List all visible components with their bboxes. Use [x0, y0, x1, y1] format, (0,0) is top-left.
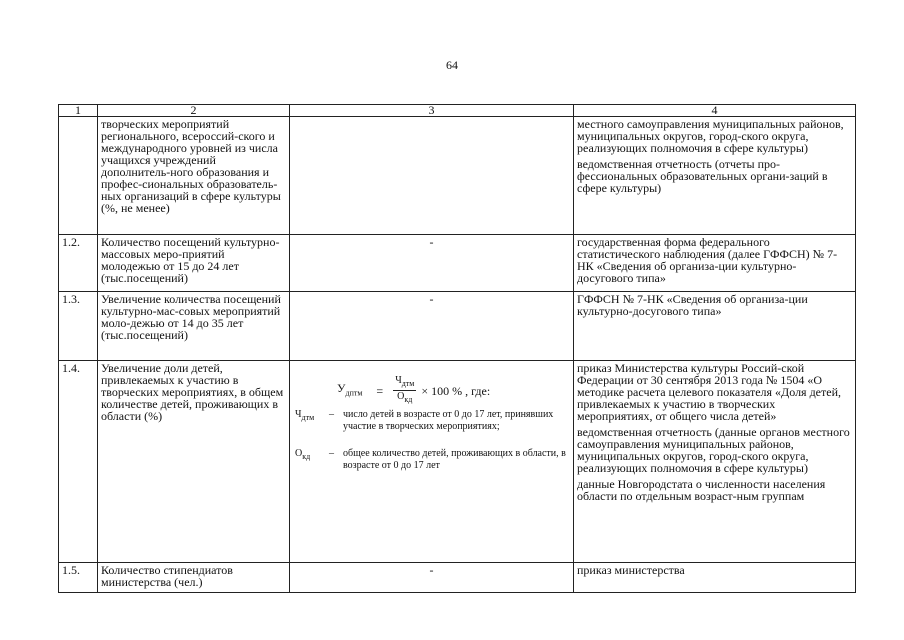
formula-equals: = — [376, 383, 384, 398]
table-row — [59, 563, 856, 593]
table-row — [59, 235, 856, 292]
source-paragraph: данные Новгородстата о численности населения области по отдельным возраст-ным группам — [577, 477, 826, 503]
source-cell — [574, 292, 856, 361]
source-cell — [574, 361, 856, 563]
indicator-cell: Количество посещений культурно-массовых меро-приятий молодежью от 15 до 24 лет (тыс.посещений) — [98, 235, 290, 292]
source-cell — [574, 235, 856, 292]
table-row — [59, 292, 856, 361]
formula-cell: - — [290, 563, 574, 593]
column-header: 3 — [290, 105, 574, 117]
formula-multiplier: × 100 % , где: — [421, 383, 491, 398]
source-paragraph: приказ министерства — [577, 563, 685, 577]
formula-lhs: $У_{дптм}$ — [337, 380, 363, 398]
table-row — [59, 361, 856, 563]
page-number: 64 — [446, 58, 458, 72]
column-header: 1 — [59, 105, 98, 117]
source-cell — [574, 563, 856, 593]
source-paragraph: местного самоуправления муниципальных районов, муниципальных округов, город-ского округа, реализующих полномочия в сфере культуры) — [577, 117, 844, 155]
formula-expression — [337, 375, 490, 406]
table-header-row — [59, 105, 856, 117]
source-paragraph: государственная форма федерального статистического наблюдения (далее ГФФСН) № 7-НК «Сведения об организа-ции культурно-досугового типа» — [577, 235, 838, 285]
row-number: 1.2. — [59, 235, 98, 292]
row-number: 1.4. — [59, 361, 98, 563]
formula-definition: $О_{кд}$ – общее количество детей, проживающих в области, в возрасте от 0 до 17 лет — [295, 448, 566, 471]
column-header: 4 — [574, 105, 856, 117]
formula-fraction: $\frac{Ч_{дтм}}{О_{кд}}$ — [395, 375, 415, 404]
source-cell — [574, 117, 856, 235]
indicator-cell: Увеличение доли детей, привлекаемых к участию в творческих мероприятиях, в общем количестве детей, проживающих в области (%) — [98, 361, 290, 563]
row-number: 1.5. — [59, 563, 98, 593]
source-paragraph: приказ Министерства культуры Россий-ской Федерации от 30 сентября 2013 года № 1504 «О методике расчета целевого показателя «Доля детей, привлекаемых к участию в творческих мероприятиях, от общего числа детей» — [577, 361, 841, 423]
source-paragraph: ведомственная отчетность (отчеты про-фессиональных образовательных органи-заций в сфере культуры) — [577, 157, 828, 195]
formula-cell: - — [290, 292, 574, 361]
formula-cell — [290, 117, 574, 235]
indicator-cell: Увеличение количества посещений культурно-мас-совых мероприятий моло-дежью от 14 до 35 лет (тыс.посещений) — [98, 292, 290, 361]
formula-cell — [290, 361, 574, 563]
row-number — [59, 117, 98, 235]
formula-block — [293, 362, 570, 547]
indicator-cell: творческих мероприятий регионального, всероссий-ского и международного уровней из числа учащихся учреждений дополнитель-ного образования и профес-сиональных образователь-ных организаций в сфере культуры (%, не менее) — [98, 117, 290, 235]
source-paragraph: ведомственная отчетность (данные органов местного самоуправления муниципальных районов, муниципальных округов, город-ского округа, реализующих полномочия в сфере культуры) — [577, 425, 850, 475]
indicator-cell: Количество стипендиатов министерства (чел.) — [98, 563, 290, 593]
indicators-table — [58, 104, 856, 593]
table-row — [59, 117, 856, 235]
formula-cell: - — [290, 235, 574, 292]
row-number: 1.3. — [59, 292, 98, 361]
source-paragraph: ГФФСН № 7-НК «Сведения об организа-ции культурно-досугового типа» — [577, 292, 808, 318]
formula-definition: $Ч_{дтм}$ – число детей в возрасте от 0 до 17 лет, принявших участие в творческих мероприятиях; — [295, 409, 554, 432]
column-header: 2 — [98, 105, 290, 117]
